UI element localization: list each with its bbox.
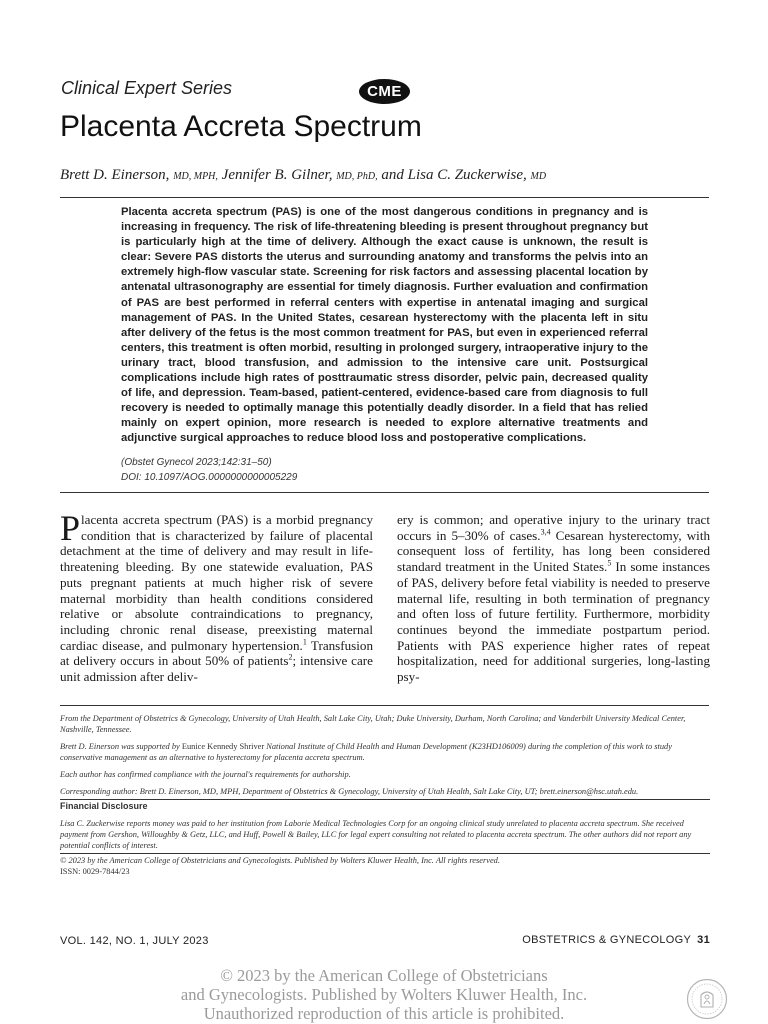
article-title: Placenta Accreta Spectrum	[60, 110, 422, 143]
watermark-line: and Gynecologists. Published by Wolters Kluwer Health, Inc.	[180, 985, 588, 1004]
financial-disclosure-title: Financial Disclosure	[60, 801, 148, 811]
divider	[60, 853, 710, 854]
divider	[60, 705, 709, 706]
reference-mark: 2	[288, 652, 293, 662]
reference-mark: 3,4	[540, 527, 551, 537]
corresponding-note: Corresponding author: Brett D. Einerson, MD, MPH, Department of Obstetrics & Gynecology, University of Utah Health, Salt Lake City, UT; brett.einerson@hsc.utah.edu.	[60, 787, 639, 796]
support-text: Eunice Kennedy Shriver	[181, 742, 265, 751]
author-name: Brett D. Einerson,	[60, 167, 170, 183]
body-text: Cesarean hysterectomy, with consequent loss of fertility, has long been considered standard treatment in the United States.	[397, 527, 711, 575]
author-line	[60, 167, 546, 184]
journal-name: OBSTETRICS & GYNECOLOGY	[522, 934, 692, 946]
copyright-note: © 2023 by the American College of Obstetricians and Gynecologists. Published by Wolters Kluwer Health, Inc. All rights reserved.	[60, 856, 500, 865]
citation-block	[121, 455, 297, 485]
footnotes	[60, 713, 710, 883]
copyright-watermark	[0, 966, 768, 1023]
drop-cap: P	[60, 508, 81, 548]
body-text: In some instances of PAS, delivery before fetal viability is needed to preserve maternal life, resulting in both termination of pregnancy and often loss of future fertility. Furthermore, morbidity continues beyond the immediate postpartum period. Patients with PAS experience higher rates of repeat hospitalization, need for additional surgeries, long-lasting psy-	[397, 559, 710, 685]
support-text: Brett D. Einerson was supported by	[60, 742, 182, 751]
author-degree: MD	[530, 171, 547, 182]
volume-info: VOL. 142, NO. 1, JULY 2023	[60, 935, 209, 947]
support-text: National Institute of Child Health and Human Development (K23HD106009) during the completion of this work to study conservative management as an alternative to hysterectomy for placenta accreta spectrum.	[60, 742, 672, 762]
acog-seal-icon	[686, 978, 728, 1020]
divider	[60, 492, 709, 493]
citation: (Obstet Gynecol 2023;142:31–50)	[121, 457, 272, 468]
body-text: lacenta accreta spectrum (PAS) is a morbid pregnancy condition that is characterized by failure of placental detachment at the time of delivery and may result in life-threatening bleeding. By one statewide evaluation, PAS puts pregnant patients at much higher risk of severe maternal morbidity than health conditions considered relative or absolute contraindications to pregnancy, including chronic renal disease, preexisting maternal cardiac disease, and pulmonary hypertension.	[60, 512, 373, 653]
watermark-line: © 2023 by the American College of Obstetricians	[220, 966, 548, 985]
author-conjunction: and	[381, 167, 404, 183]
author-degree: MD, MPH,	[173, 171, 218, 182]
author-name: Jennifer B. Gilner,	[221, 167, 333, 183]
support-note	[60, 741, 710, 763]
author-degree: MD, PhD,	[336, 171, 378, 182]
abstract: Placenta accreta spectrum (PAS) is one of the most dangerous conditions in pregnancy and is increasing in frequency. The risk of life-threatening bleeding is present throughout pregnancy but is particularly high at the time of delivery. Although the exact cause is unknown, the result is clear: Severe PAS distorts the uterus and surrounding anatomy and transforms the pelvis into an extremely high-flow vascular state. Screening for risk factors and assessing placental location by antenatal ultrasonography are essential for timely diagnosis. Further evaluation and confirmation of PAS are best performed in referral centers with expertise in antenatal imaging and surgical management of PAS. In the United States, cesarean hysterectomy with the placenta left in situ after delivery of the fetus is the most common treatment for PAS, but even in experienced referral centers, this treatment is often morbid, resulting in prolonged surgery, intraoperative injury to the urinary tract, blood transfusion, and admission to the intensive care unit. Postsurgical complications include high rates of posttraumatic stress disorder, pelvic pain, decreased quality of life, and depression. Team-based, patient-centered, evidence-based care from diagnosis to full recovery is needed to optimally manage this potentially deadly disorder. In a field that has relied mainly on expert opinion, more research is needed to explore alternative treatments and adjunctive surgical approaches to reduce blood loss and postoperative complications.	[121, 206, 648, 445]
financial-disclosure-text: Lisa C. Zuckerwise reports money was paid to her institution from Laborie Medical Technologies Corp for an ongoing clinical study unrelated to placenta accreta spectrum. She received payment from Gershon, Willoughby & Getz, LLC, and Huff, Powell & Bailey, LLC for legal expert consulting not related to placenta accreta spectrum. The other authors did not report any potential conflicts of interest.	[60, 819, 692, 850]
author-name: Lisa C. Zuckerwise,	[407, 167, 527, 183]
body-text: ery is common; and operative injury to the urinary tract occurs in 5–30% of cases.	[397, 512, 710, 543]
series-label: Clinical Expert Series	[61, 78, 233, 98]
body-column-2	[397, 512, 710, 685]
reference-mark: 5	[607, 558, 612, 568]
issn: ISSN: 0029-7844/23	[60, 867, 130, 876]
journal-footer	[522, 934, 710, 946]
cme-badge: CME	[359, 79, 410, 104]
divider	[60, 197, 709, 198]
affiliation-note: From the Department of Obstetrics & Gynecology, University of Utah Health, Salt Lake City, Utah; Duke University, Durham, North Carolina; and Vanderbilt University Medical Center, Nashville, Tennessee.	[60, 714, 686, 734]
body-text: ; intensive care unit admission after deliv-	[60, 653, 373, 685]
body-text: Transfusion at delivery occurs in about 50% of patients	[60, 637, 374, 669]
reference-mark: 1	[302, 637, 307, 647]
divider	[60, 799, 710, 800]
doi: DOI: 10.1097/AOG.0000000000005229	[121, 472, 298, 483]
compliance-note: Each author has confirmed compliance with the journal's requirements for authorship.	[60, 770, 351, 779]
body-column-1	[60, 508, 374, 685]
page-number: 31	[697, 934, 710, 946]
watermark-line: Unauthorized reproduction of this article is prohibited.	[203, 1004, 565, 1023]
